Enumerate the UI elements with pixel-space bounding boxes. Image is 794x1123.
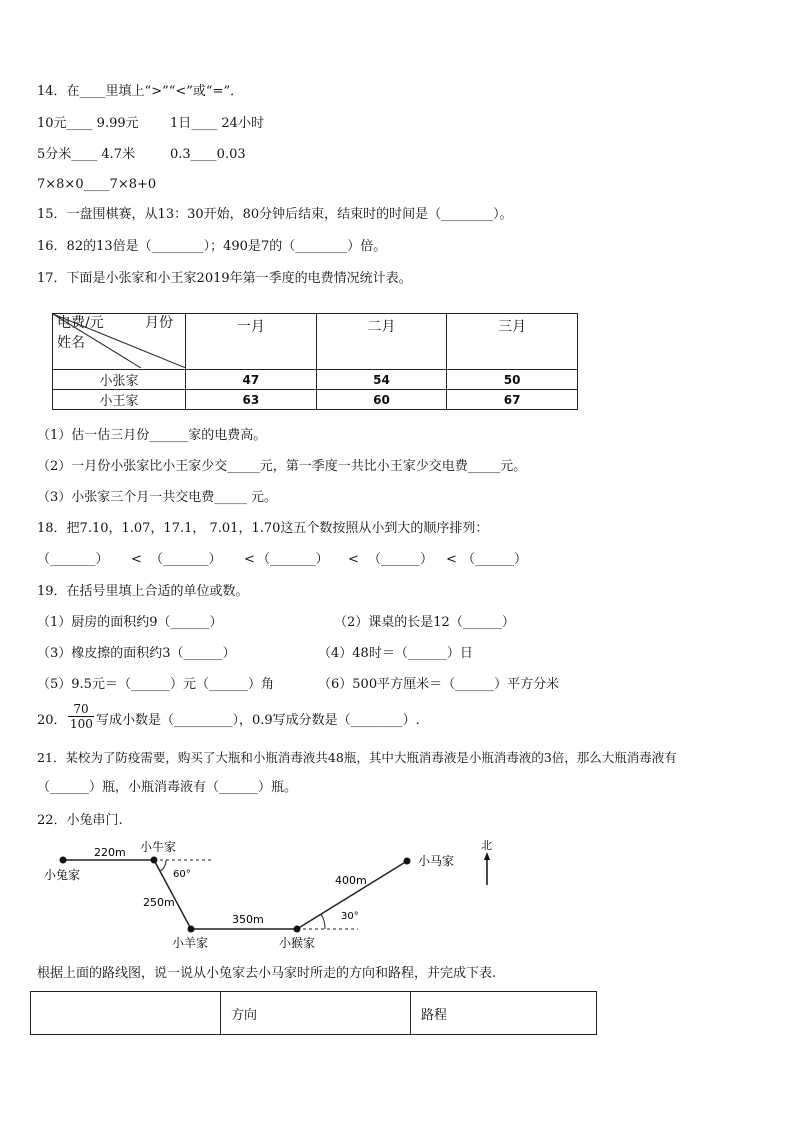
table-header-cell [31,992,221,1035]
point-monkey-home [294,926,301,933]
q17-sub1: （1）估一估三月份______家的电费高。 [37,428,267,443]
corner-label-month: 月份 [145,315,173,331]
distance-220: 220m [94,846,126,859]
q18-less-than: < [244,552,255,567]
q19-s1: （1）厨房的面积约9（______） [37,615,223,630]
table-cell: 63 [186,390,317,410]
q16-text: 16．82的13倍是（________）；490是7的（________）倍。 [37,239,387,254]
row-name: 小张家 [53,370,186,390]
q17-sub2: （2）一月份小张家比小王家少交_____元，第一季度一共比小王家少交电费_____元。 [37,459,527,474]
table-row [53,370,578,390]
q20-text: 写成小数是（_________），0.9写成分数是（________）. [96,713,420,728]
label-cow-home: 小牛家 [140,840,177,854]
electricity-table [52,313,578,410]
north-label: 北 [481,839,492,852]
q21-line1: 21．某校为了防疫需要，购买了大瓶和小瓶消毒液共48瓶，其中大瓶消毒液是小瓶消毒液的3倍，那么大瓶消毒液有 [37,750,677,765]
table-cell: 60 [316,390,447,410]
q20-number: 20． [37,713,67,728]
q18-blank-3: （_______） [257,552,329,567]
q19-s4: （4）48时＝（______）日 [318,646,473,661]
q18-blank-5: （______） [462,552,528,567]
q22-instruction: 根据上面的路线图，说一说从小兔家去小马家时所走的方向和路程，并完成下表. [37,966,497,981]
distance-350: 350m [232,913,264,926]
q18-less-than: < [446,552,457,567]
label-horse-home: 小马家 [418,854,455,868]
table-cell: 50 [447,370,578,390]
point-cow-home [151,857,158,864]
fraction-numerator: 70 [68,702,94,717]
table-row [31,992,597,1035]
point-rabbit-home [60,857,67,864]
q21-line2: （______）瓶，小瓶消毒液有（______）瓶。 [37,780,298,795]
table-cell: 47 [186,370,317,390]
label-monkey-home: 小猴家 [279,936,316,950]
q18-title: 18．把7.10，1.07，17.1， 7.01，1.70这五个数按照从小到大的顺序排列： [37,521,489,536]
row-name: 小王家 [53,390,186,410]
corner-label-name: 姓名 [57,335,85,351]
table-row [53,390,578,410]
q18-blank-2: （_______） [150,552,222,567]
corner-label-fee: 电费/元 [57,315,104,331]
q14-row1-a: 10元____ 9.99元 [37,116,139,131]
q14-row2-a: 5分米____ 4.7米 [37,147,136,162]
angle-60: 60° [173,869,191,880]
fraction-denominator: 100 [70,717,93,731]
point-sheep-home [188,926,195,933]
route-map [0,830,794,960]
label-sheep-home: 小羊家 [172,936,209,950]
table-cell: 54 [316,370,447,390]
table-cell: 67 [447,390,578,410]
q19-s6: （6）500平方厘米＝（______）平方分米 [318,677,560,692]
angle-30: 30° [341,911,359,922]
q14-row3: 7×8×0____7×8+0 [37,177,157,192]
table-header-direction: 方向 [221,992,411,1035]
month-header: 二月 [316,314,447,370]
month-header: 三月 [447,314,578,370]
q17-sub3: （3）小张家三个月一共交电费_____ 元。 [37,490,277,505]
point-horse-home [404,858,411,865]
q19-s2: （2）课桌的长是12（______） [334,615,515,630]
q14-row1-b: 1日____ 24小时 [170,116,264,131]
q19-title: 19．在括号里填上合适的单位或数。 [37,584,249,599]
q22-title: 22．小兔串门. [37,813,123,828]
label-rabbit-home: 小兔家 [44,868,81,882]
table-corner-cell [53,314,186,370]
q14-title: 14．在____里填上“>”“<”或“=”． [37,84,244,99]
distance-250: 250m [143,896,175,909]
q18-less-than: < [131,552,142,567]
q19-s3: （3）橡皮擦的面积约3（______） [37,646,236,661]
distance-400: 400m [335,874,367,887]
q19-s5: （5）9.5元＝（______）元（______）角 [37,677,274,692]
q18-less-than: < [348,552,359,567]
fraction-70-100 [68,702,94,731]
q17-title: 17．下面是小张家和小王家2019年第一季度的电费情况统计表。 [37,271,412,286]
q18-blank-1: （_______） [37,552,109,567]
table-header-distance: 路程 [411,992,597,1035]
q18-blank-4: （______） [368,552,434,567]
month-header: 一月 [186,314,317,370]
q15-text: 15．一盘围棋赛，从13：30开始，80分钟后结束，结束时的时间是（________）。 [37,207,513,222]
q14-row2-b: 0.3____0.03 [170,147,246,162]
route-answer-table [30,991,597,1035]
